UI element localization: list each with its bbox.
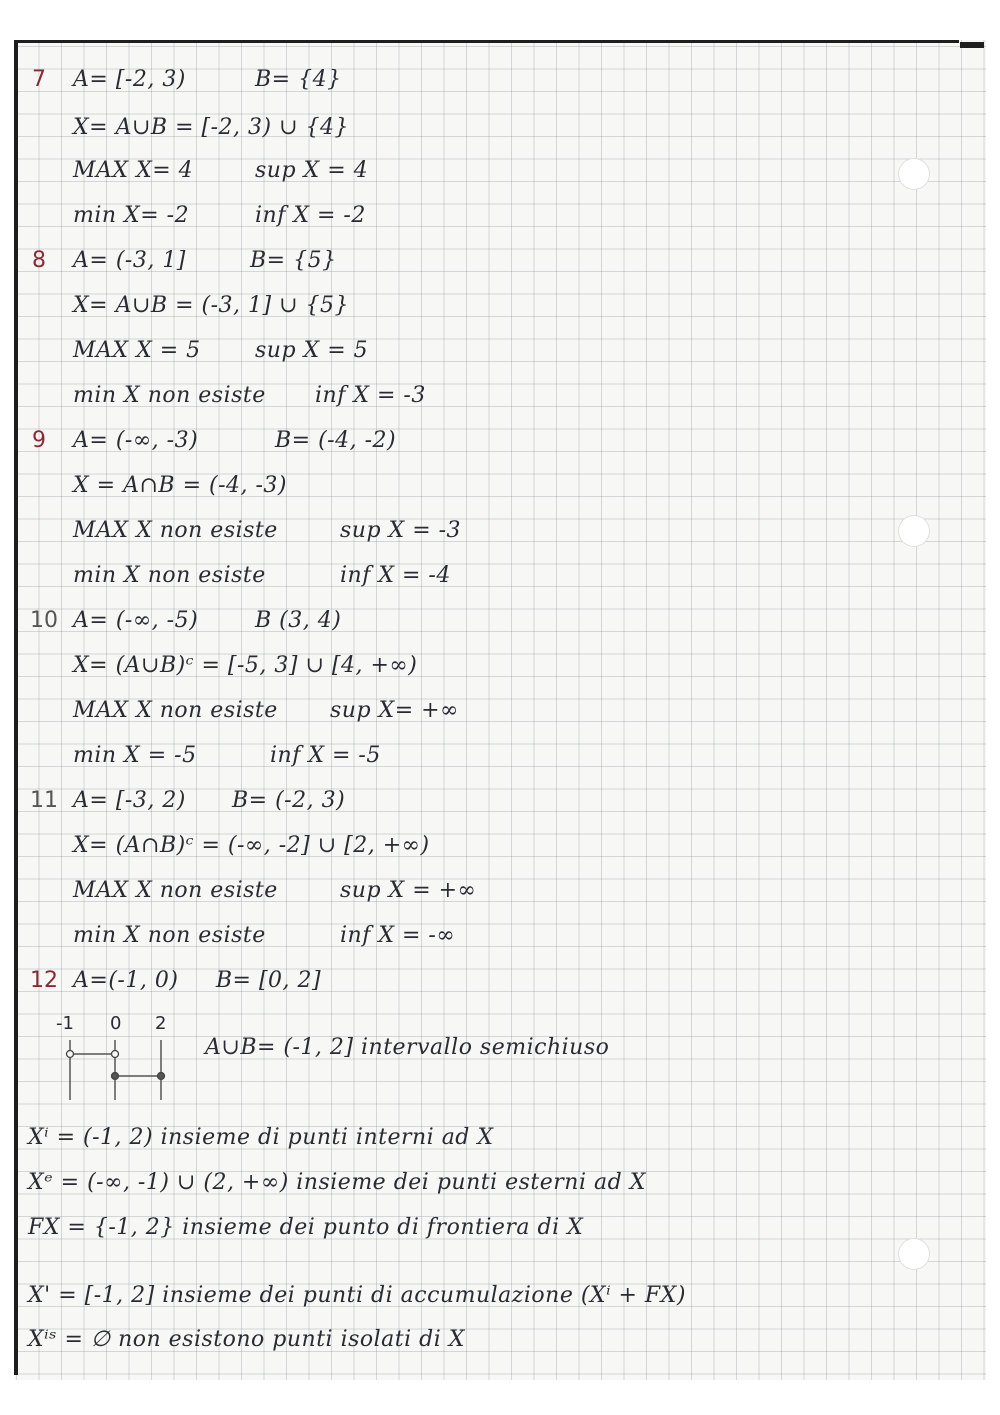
exercise-line: A= (-∞, -3) xyxy=(73,428,199,453)
exercise-line: sup X = 5 xyxy=(255,338,369,363)
note-line: Xⁱˢ = ∅ non esistono punti isolati di X xyxy=(28,1327,465,1352)
exercise-line: X= (A∪B)ᶜ = [-5, 3] ∪ [4, +∞) xyxy=(73,653,418,678)
punch-hole xyxy=(898,1238,930,1270)
exercise-line: MAX X non esiste xyxy=(73,878,278,903)
punch-hole xyxy=(898,515,930,547)
exercise-line: min X = -5 xyxy=(73,743,197,768)
exercise-line: B= (-4, -2) xyxy=(275,428,397,453)
exercise-line: inf X = -∞ xyxy=(340,923,456,948)
diagram-label: 2 xyxy=(155,1013,167,1034)
union-statement: A∪B= (-1, 2] intervallo semichiuso xyxy=(205,1035,610,1060)
exercise-line: A= (-3, 1] xyxy=(73,248,186,273)
exercise-line: min X non esiste xyxy=(73,563,266,588)
exercise-line: X= A∪B = (-3, 1] ∪ {5} xyxy=(73,293,349,318)
exercise-line: X= (A∩B)ᶜ = (-∞, -2] ∪ [2, +∞) xyxy=(73,833,430,858)
exercise-number: 8 xyxy=(32,248,46,273)
exercise-number: 11 xyxy=(30,788,58,813)
page-top-border xyxy=(14,40,959,43)
exercise-number: 12 xyxy=(30,968,58,993)
exercise-line: inf X = -3 xyxy=(315,383,426,408)
exercise-line: sup X = -3 xyxy=(340,518,462,543)
exercise-line: A= (-∞, -5) xyxy=(73,608,199,633)
diagram-label: 0 xyxy=(110,1013,122,1034)
exercise-number: 7 xyxy=(32,67,46,92)
exercise-line: min X non esiste xyxy=(73,383,266,408)
exercise-line: B= {4} xyxy=(255,67,342,92)
exercise-number: 9 xyxy=(32,428,46,453)
page-top-border-corner xyxy=(960,42,984,48)
interval-diagram xyxy=(55,1035,185,1105)
exercise-line: sup X= +∞ xyxy=(330,698,459,723)
page-left-border xyxy=(14,40,18,1375)
exercise-line: sup X = 4 xyxy=(255,158,369,183)
exercise-line: min X non esiste xyxy=(73,923,266,948)
exercise-line: inf X = -4 xyxy=(340,563,451,588)
exercise-line: inf X = -2 xyxy=(255,203,366,228)
exercise-line: B= {5} xyxy=(250,248,337,273)
exercise-line: A= [-3, 2) xyxy=(73,788,186,813)
exercise-line: MAX X= 4 xyxy=(73,158,194,183)
exercise-line: MAX X non esiste xyxy=(73,698,278,723)
exercise-line: MAX X non esiste xyxy=(73,518,278,543)
exercise-line: min X= -2 xyxy=(73,203,190,228)
note-line: X' = [-1, 2] insieme dei punti di accumulazione (Xⁱ + FX) xyxy=(28,1283,686,1308)
exercise-line: X= A∪B = [-2, 3) ∪ {4} xyxy=(73,115,349,140)
punch-hole xyxy=(898,158,930,190)
exercise-line: B= (-2, 3) xyxy=(232,788,346,813)
note-line: Xⁱ = (-1, 2) insieme di punti interni ad X xyxy=(28,1125,494,1150)
exercise-line: X = A∩B = (-4, -3) xyxy=(73,473,288,498)
exercise-line: MAX X = 5 xyxy=(73,338,201,363)
exercise-line: A= [-2, 3) xyxy=(73,67,186,92)
note-line: Xᵉ = (-∞, -1) ∪ (2, +∞) insieme dei punti esterni ad X xyxy=(28,1170,646,1195)
exercise-line: sup X = +∞ xyxy=(340,878,477,903)
exercise-line: B (3, 4) xyxy=(255,608,342,633)
exercise-line: A=(-1, 0) B= [0, 2] xyxy=(73,968,322,993)
exercise-line: inf X = -5 xyxy=(270,743,381,768)
note-line: FX = {-1, 2} insieme dei punto di frontiera di X xyxy=(28,1215,584,1240)
diagram-label: -1 xyxy=(56,1013,74,1034)
exercise-number: 10 xyxy=(30,608,58,633)
